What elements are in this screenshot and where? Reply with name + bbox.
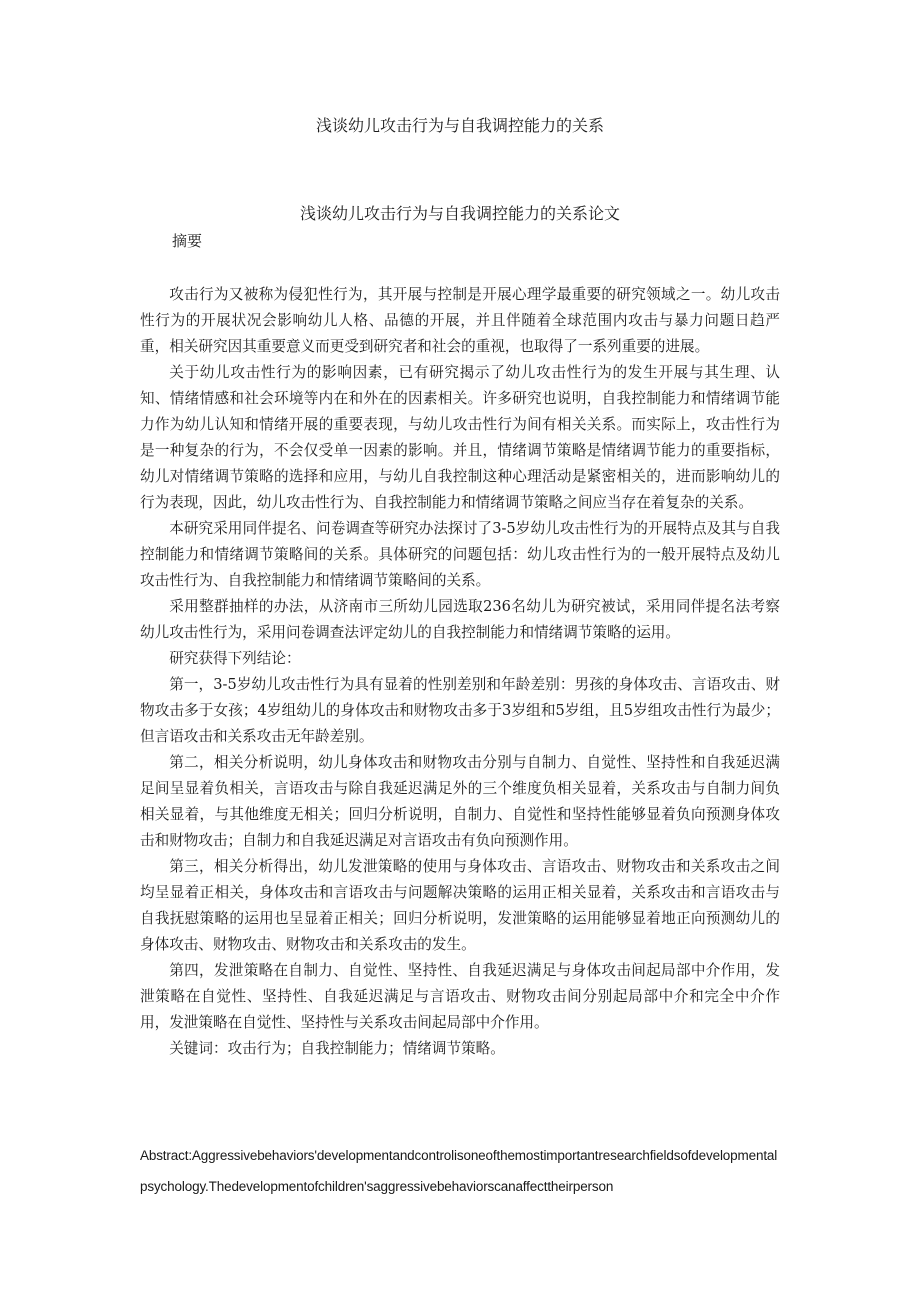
paragraph: 关于幼儿攻击性行为的影响因素，已有研究揭示了幼儿攻击性行为的发生开展与其生理、认知、情绪情感和社会环境等内在和外在的因素相关。许多研究也说明，自我控制能力和情绪调节能力作为幼儿认知和情绪开展的重要表现，与幼儿攻击性行为间有相关关系。而实际上，攻击性行为是一种复杂的行为，不会仅受单一因素的影响。并且，情绪调节策略是情绪调节能力的重要指标，幼儿对情绪调节策略的选择和应用，与幼儿自我控制这种心理活动是紧密相关的，进而影响幼儿的行为表现，因此，幼儿攻击性行为、自我控制能力和情绪调节策略之间应当存在着复杂的关系。 <box>140 364 780 511</box>
paragraph: 攻击行为又被称为侵犯性行为，其开展与控制是开展心理学最重要的研究领域之一。幼儿攻击性行为的开展状况会影响幼儿人格、品德的开展，并且伴随着全球范围内攻击与暴力问题日趋严重，相关研究因其重要意义而更受到研究者和社会的重视，也取得了一系列重要的进展。 <box>140 286 780 355</box>
paragraph: 本研究采用同伴提名、问卷调查等研究办法探讨了3-5岁幼儿攻击性行为的开展特点及其与自我控制能力和情绪调节策略间的关系。具体研究的问题包括：幼儿攻击性行为的一般开展特点及幼儿攻击性行为、自我控制能力和情绪调节策略间的关系。 <box>140 520 780 589</box>
document-header-title: 浅谈幼儿攻击行为与自我调控能力的关系 <box>315 116 604 135</box>
paragraph: 第四，发泄策略在自制力、自觉性、坚持性、自我延迟满足与身体攻击间起局部中介作用，发泄策略在自觉性、坚持性、自我延迟满足与言语攻击、财物攻击间分别起局部中介和完全中介作用，发泄策略在自觉性、坚持性与关系攻击间起局部中介作用。 <box>140 962 780 1031</box>
article-title: 浅谈幼儿攻击行为与自我调控能力的关系论文 <box>299 204 620 223</box>
paragraph: 第三，相关分析得出，幼儿发泄策略的使用与身体攻击、言语攻击、财物攻击和关系攻击之间均呈显着正相关，身体攻击和言语攻击与问题解决策略的运用正相关显着，关系攻击和言语攻击与自我抚慰策略的运用也呈显着正相关；回归分析说明，发泄策略的运用能够显着地正向预测幼儿的身体攻击、财物攻击、财物攻击和关系攻击的发生。 <box>140 858 780 953</box>
paragraph: 采用整群抽样的办法，从济南市三所幼儿园选取236名幼儿为研究被试，采用同伴提名法考察幼儿攻击性行为，采用问卷调查法评定幼儿的自我控制能力和情绪调节策略的运用。 <box>140 598 780 641</box>
abstract-label: 摘要 <box>172 232 203 250</box>
english-abstract: Abstract:Aggressivebehaviors'developmentandcontrolisoneofthemostimportantresearchfieldsofdevelopmentalpsychology.Thedevelopmentofchildren'saggressivebehaviorscanaffecttheirperson <box>140 1148 778 1194</box>
keywords-line: 关键词：攻击行为；自我控制能力；情绪调节策略。 <box>169 1040 505 1057</box>
paragraph: 第一，3-5岁幼儿攻击性行为具有显着的性别差别和年龄差别：男孩的身体攻击、言语攻击、财物攻击多于女孩；4岁组幼儿的身体攻击和财物攻击多于3岁组和5岁组，且5岁组攻击性行为最少；但言语攻击和关系攻击无年龄差别。 <box>140 676 780 745</box>
paragraph: 研究获得下列结论： <box>169 650 301 667</box>
paragraph: 第二，相关分析说明，幼儿身体攻击和财物攻击分别与自制力、自觉性、坚持性和自我延迟满足间呈显着负相关，言语攻击与除自我延迟满足外的三个维度负相关显着，关系攻击与自制力间负相关显着，与其他维度无相关；回归分析说明，自制力、自觉性和坚持性能够显着负向预测身体攻击和财物攻击；自制力和自我延迟满足对言语攻击有负向预测作用。 <box>140 754 780 849</box>
abstract-body <box>140 282 780 1062</box>
